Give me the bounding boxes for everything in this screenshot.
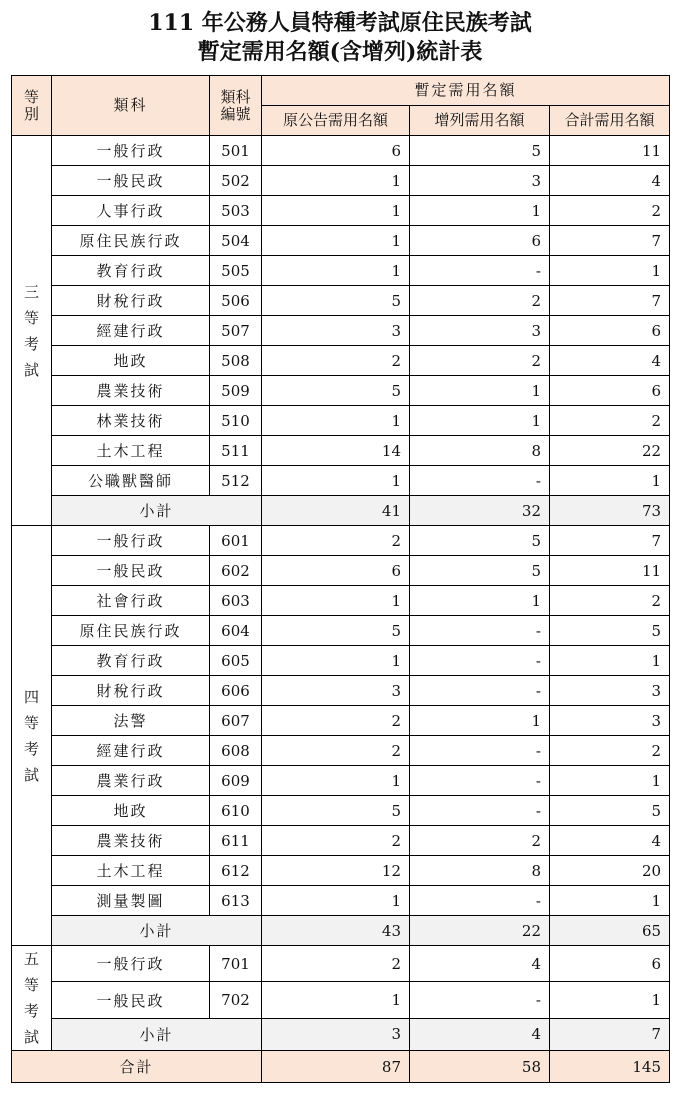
subtotal-total: 65 (550, 916, 670, 946)
subtotal-added: 32 (410, 496, 550, 526)
quota-statistics-table (11, 75, 670, 1083)
code-cell: 608 (210, 736, 262, 766)
original-quota-cell: 6 (262, 556, 410, 586)
subject-cell: 教育行政 (52, 256, 210, 286)
grand-total-added: 58 (410, 1051, 550, 1083)
total-quota-cell: 20 (550, 856, 670, 886)
header-original: 原公告需用名額 (262, 106, 410, 136)
grade-char: 試 (23, 765, 39, 784)
original-quota-cell: 1 (262, 166, 410, 196)
table-row (12, 946, 670, 982)
grade-char: 考 (23, 739, 39, 758)
grand-total-total: 145 (550, 1051, 670, 1083)
original-quota-cell: 5 (262, 286, 410, 316)
code-cell: 607 (210, 706, 262, 736)
total-quota-cell: 6 (550, 946, 670, 982)
added-quota-cell: 2 (410, 826, 550, 856)
original-quota-cell: 1 (262, 886, 410, 916)
code-cell: 509 (210, 376, 262, 406)
added-quota-cell: 3 (410, 166, 550, 196)
grand-total-row (12, 1051, 670, 1083)
table-row (12, 736, 670, 766)
subject-cell: 農業技術 (52, 376, 210, 406)
total-quota-cell: 3 (550, 706, 670, 736)
original-quota-cell: 1 (262, 982, 410, 1018)
added-quota-cell: 6 (410, 226, 550, 256)
subject-cell: 一般行政 (52, 946, 210, 982)
grade-char: 試 (23, 360, 39, 379)
added-quota-cell: - (410, 646, 550, 676)
subject-cell: 原住民族行政 (52, 616, 210, 646)
subtotal-row (12, 1018, 670, 1050)
code-cell: 606 (210, 676, 262, 706)
subject-cell: 一般民政 (52, 982, 210, 1018)
added-quota-cell: - (410, 796, 550, 826)
table-row (12, 826, 670, 856)
subject-cell: 法警 (52, 706, 210, 736)
table-row (12, 796, 670, 826)
added-quota-cell: 1 (410, 406, 550, 436)
grade-char: 試 (23, 1028, 39, 1046)
total-quota-cell: 6 (550, 316, 670, 346)
code-cell: 512 (210, 466, 262, 496)
added-quota-cell: 5 (410, 556, 550, 586)
table-row (12, 376, 670, 406)
code-cell: 502 (210, 166, 262, 196)
added-quota-cell: 1 (410, 196, 550, 226)
total-quota-cell: 2 (550, 196, 670, 226)
subject-cell: 土木工程 (52, 856, 210, 886)
total-quota-cell: 1 (550, 982, 670, 1018)
code-cell: 503 (210, 196, 262, 226)
grade-char: 等 (23, 308, 39, 327)
original-quota-cell: 2 (262, 826, 410, 856)
added-quota-cell: - (410, 616, 550, 646)
subject-cell: 測量製圖 (52, 886, 210, 916)
code-cell: 505 (210, 256, 262, 286)
added-quota-cell: 2 (410, 286, 550, 316)
added-quota-cell: 5 (410, 136, 550, 166)
added-quota-cell: 8 (410, 436, 550, 466)
added-quota-cell: 1 (410, 376, 550, 406)
code-cell: 611 (210, 826, 262, 856)
document-title-line-1: 111 年公務人員特種考試原住民族考試 (148, 10, 532, 36)
subtotal-label: 小計 (52, 496, 262, 526)
added-quota-cell: - (410, 766, 550, 796)
grand-total-label: 合計 (12, 1051, 262, 1083)
header-grade: 等別 (12, 76, 52, 136)
subtotal-total: 7 (550, 1018, 670, 1050)
subtotal-label: 小計 (52, 916, 262, 946)
subject-cell: 一般民政 (52, 556, 210, 586)
original-quota-cell: 2 (262, 946, 410, 982)
header-quota-group: 暫定需用名額 (262, 76, 670, 106)
original-quota-cell: 1 (262, 256, 410, 286)
table-row (12, 136, 670, 166)
total-quota-cell: 1 (550, 466, 670, 496)
table-row (12, 346, 670, 376)
original-quota-cell: 3 (262, 316, 410, 346)
code-cell: 504 (210, 226, 262, 256)
subject-cell: 公職獸醫師 (52, 466, 210, 496)
total-quota-cell: 2 (550, 406, 670, 436)
grade-char: 考 (23, 334, 39, 353)
subtotal-added: 4 (410, 1018, 550, 1050)
grade-cell (12, 946, 52, 1051)
subject-cell: 經建行政 (52, 736, 210, 766)
added-quota-cell: 2 (410, 346, 550, 376)
document-title-line-2: 暫定需用名額(含增列)統計表 (197, 39, 483, 65)
subject-cell: 地政 (52, 346, 210, 376)
subject-cell: 農業技術 (52, 826, 210, 856)
total-quota-cell: 4 (550, 826, 670, 856)
total-quota-cell: 11 (550, 556, 670, 586)
total-quota-cell: 7 (550, 526, 670, 556)
table-row (12, 616, 670, 646)
original-quota-cell: 5 (262, 616, 410, 646)
header-added: 增列需用名額 (410, 106, 550, 136)
code-cell: 507 (210, 316, 262, 346)
subject-cell: 一般行政 (52, 136, 210, 166)
added-quota-cell: - (410, 886, 550, 916)
added-quota-cell: 3 (410, 316, 550, 346)
subtotal-total: 73 (550, 496, 670, 526)
original-quota-cell: 2 (262, 736, 410, 766)
added-quota-cell: - (410, 982, 550, 1018)
added-quota-cell: - (410, 676, 550, 706)
code-cell: 612 (210, 856, 262, 886)
subject-cell: 社會行政 (52, 586, 210, 616)
total-quota-cell: 1 (550, 886, 670, 916)
table-row (12, 286, 670, 316)
total-quota-cell: 4 (550, 166, 670, 196)
added-quota-cell: 1 (410, 706, 550, 736)
code-cell: 602 (210, 556, 262, 586)
original-quota-cell: 2 (262, 526, 410, 556)
total-quota-cell: 11 (550, 136, 670, 166)
code-cell: 510 (210, 406, 262, 436)
table-row (12, 166, 670, 196)
total-quota-cell: 7 (550, 286, 670, 316)
grade-char: 考 (23, 1002, 39, 1020)
table-row (12, 646, 670, 676)
total-quota-cell: 4 (550, 346, 670, 376)
subject-cell: 原住民族行政 (52, 226, 210, 256)
total-quota-cell: 7 (550, 226, 670, 256)
added-quota-cell: 1 (410, 586, 550, 616)
header-code: 類科編號 (210, 76, 262, 136)
original-quota-cell: 1 (262, 466, 410, 496)
original-quota-cell: 5 (262, 796, 410, 826)
subtotal-original: 3 (262, 1018, 410, 1050)
added-quota-cell: 5 (410, 526, 550, 556)
subject-cell: 人事行政 (52, 196, 210, 226)
header-subject: 類科 (52, 76, 210, 136)
original-quota-cell: 1 (262, 586, 410, 616)
total-quota-cell: 1 (550, 766, 670, 796)
original-quota-cell: 2 (262, 706, 410, 736)
subtotal-original: 43 (262, 916, 410, 946)
original-quota-cell: 1 (262, 766, 410, 796)
grade-char: 等 (23, 713, 39, 732)
original-quota-cell: 1 (262, 226, 410, 256)
code-cell: 501 (210, 136, 262, 166)
original-quota-cell: 5 (262, 376, 410, 406)
header-total: 合計需用名額 (550, 106, 670, 136)
total-quota-cell: 6 (550, 376, 670, 406)
added-quota-cell: 4 (410, 946, 550, 982)
subject-cell: 財稅行政 (52, 286, 210, 316)
table-row (12, 196, 670, 226)
table-row (12, 316, 670, 346)
code-cell: 702 (210, 982, 262, 1018)
original-quota-cell: 1 (262, 646, 410, 676)
original-quota-cell: 12 (262, 856, 410, 886)
code-cell: 610 (210, 796, 262, 826)
original-quota-cell: 6 (262, 136, 410, 166)
added-quota-cell: - (410, 466, 550, 496)
original-quota-cell: 1 (262, 196, 410, 226)
grade-cell (12, 526, 52, 946)
original-quota-cell: 14 (262, 436, 410, 466)
subtotal-row (12, 916, 670, 946)
subject-cell: 經建行政 (52, 316, 210, 346)
code-cell: 508 (210, 346, 262, 376)
subtotal-row (12, 496, 670, 526)
original-quota-cell: 3 (262, 676, 410, 706)
total-quota-cell: 5 (550, 796, 670, 826)
table-row (12, 526, 670, 556)
table-row (12, 706, 670, 736)
table-row (12, 886, 670, 916)
code-cell: 601 (210, 526, 262, 556)
subtotal-original: 41 (262, 496, 410, 526)
table-row (12, 256, 670, 286)
subject-cell: 財稅行政 (52, 676, 210, 706)
code-cell: 613 (210, 886, 262, 916)
grand-total-original: 87 (262, 1051, 410, 1083)
code-cell: 701 (210, 946, 262, 982)
total-quota-cell: 5 (550, 616, 670, 646)
table-row (12, 676, 670, 706)
table-row (12, 406, 670, 436)
added-quota-cell: - (410, 736, 550, 766)
total-quota-cell: 3 (550, 676, 670, 706)
code-cell: 609 (210, 766, 262, 796)
table-row (12, 436, 670, 466)
code-cell: 506 (210, 286, 262, 316)
added-quota-cell: 8 (410, 856, 550, 886)
subject-cell: 一般民政 (52, 166, 210, 196)
code-cell: 605 (210, 646, 262, 676)
code-cell: 603 (210, 586, 262, 616)
total-quota-cell: 1 (550, 646, 670, 676)
total-quota-cell: 2 (550, 586, 670, 616)
original-quota-cell: 1 (262, 406, 410, 436)
header-row-1 (12, 76, 670, 106)
original-quota-cell: 2 (262, 346, 410, 376)
subject-cell: 一般行政 (52, 526, 210, 556)
table-row (12, 766, 670, 796)
code-cell: 604 (210, 616, 262, 646)
total-quota-cell: 22 (550, 436, 670, 466)
subtotal-label: 小計 (52, 1018, 262, 1050)
table-row (12, 982, 670, 1018)
table-row (12, 856, 670, 886)
total-quota-cell: 1 (550, 256, 670, 286)
subject-cell: 農業行政 (52, 766, 210, 796)
subject-cell: 教育行政 (52, 646, 210, 676)
grade-char: 等 (23, 976, 39, 994)
subject-cell: 林業技術 (52, 406, 210, 436)
added-quota-cell: - (410, 256, 550, 286)
grade-cell (12, 136, 52, 526)
subtotal-added: 22 (410, 916, 550, 946)
table-row (12, 226, 670, 256)
table-row (12, 586, 670, 616)
code-cell: 511 (210, 436, 262, 466)
table-row (12, 556, 670, 586)
subject-cell: 地政 (52, 796, 210, 826)
total-quota-cell: 2 (550, 736, 670, 766)
grade-char: 四 (23, 687, 39, 706)
grade-char: 五 (23, 950, 39, 968)
subject-cell: 土木工程 (52, 436, 210, 466)
grade-char: 三 (23, 282, 39, 301)
table-row (12, 466, 670, 496)
